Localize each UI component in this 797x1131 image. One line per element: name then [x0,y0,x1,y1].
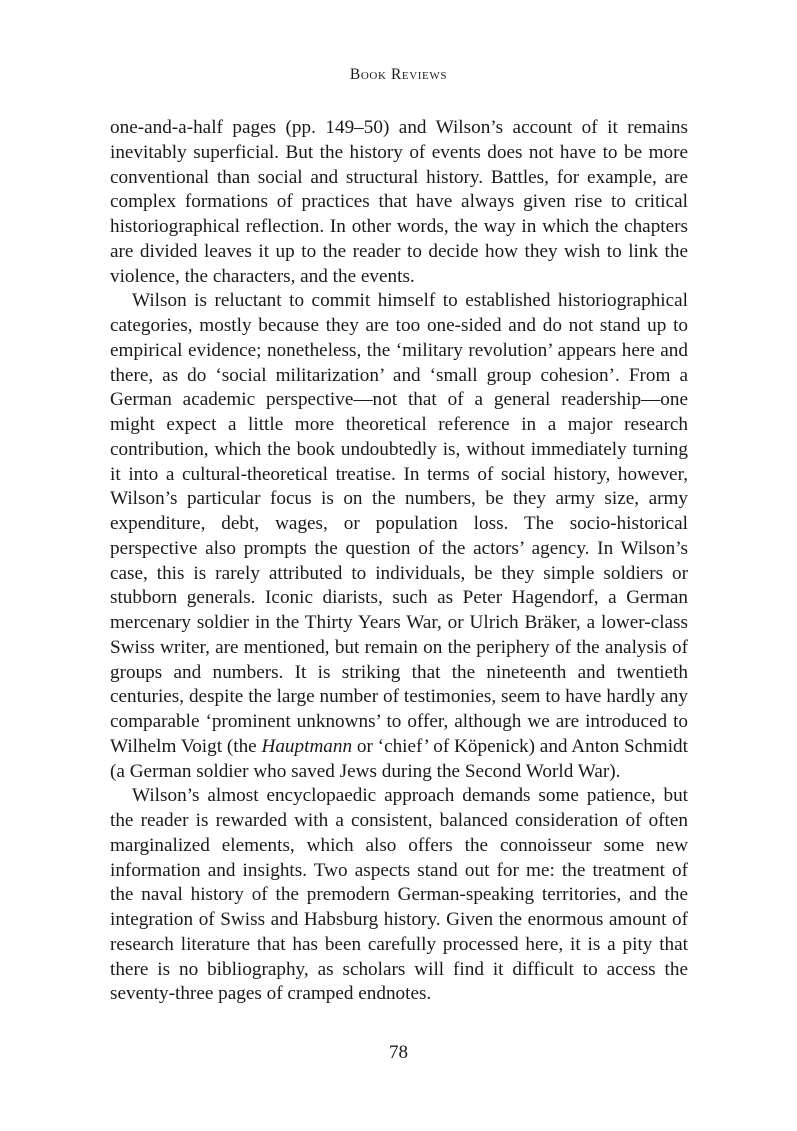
italic-term: Hauptmann [261,735,353,757]
page-number: 78 [389,1042,408,1063]
paragraph-2-continuation: or ‘chief’ of Köpenick) and Anton Schmidt (a German soldier who saved Jews during the Second World War). [110,735,688,782]
paragraph-2-text: Wilson is reluctant to commit himself to established historiographical categories, mostly because they are too one-sided and do not stand up to empirical evidence; nonetheless, the ‘military revolution’ appears here and there, as do ‘social militarization’ and ‘small group cohesion’. From a German academic perspective—not that of a general readership—one might expect a little more theoretical reference in a major research contribution, which the book undoubtedly is, without immediately turning it into a cultural-theoretical treatise. In terms of social history, however, Wilson’s particular focus is on the numbers, be they army size, army expenditure, debt, wages, or population loss. The socio-historical perspective also prompts the question of the actors’ agency. In Wilson’s case, this is rarely attributed to individuals, be they simple soldiers or stubborn generals. Iconic diarists, such as Peter Hagendorf, a German mercenary soldier in the Thirty Years War, or Ulrich Bräker, a lower-class Swiss writer, are mentioned, but remain on the periphery of the analysis of groups and numbers. It is striking that the nineteenth and twentieth centuries, despite the large number of testimonies, seem to have hardly any comparable ‘prominent unknowns’ to offer, although we are introduced to Wilhelm Voigt (the [110,290,688,757]
paragraph-1: one-and-a-half pages (pp. 149–50) and Wilson’s account of it remains inevitably superficial. But the history of events does not have to be more conventional than social and structural history. Battles, for example, are complex formations of practices that have always given rise to critical historiographical reflection. In other words, the way in which the chapters are divided leaves it up to the reader to decide how they wish to link the violence, the characters, and the events. [110,117,688,287]
review-body [110,116,688,1007]
running-head: Book Reviews [349,66,448,83]
paragraph-2 [110,289,688,784]
paragraph-3: Wilson’s almost encyclopaedic approach demands some patience, but the reader is rewarded with a consistent, balanced consideration of often marginalized elements, which also offers the connoisseur some new information and insights. Two aspects stand out for me: the treatment of the naval history of the premodern German-speaking territories, and the integration of Swiss and Habsburg history. Given the enormous amount of research literature that has been carefully processed here, it is a pity that there is no bibliography, as scholars will find it difficult to access the seventy-three pages of cramped endnotes. [110,785,688,1005]
